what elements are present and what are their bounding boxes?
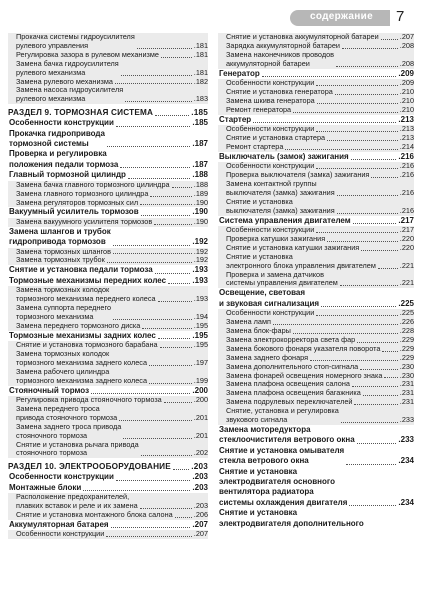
toc-entry-page: .189 [193,188,208,198]
toc-entry[interactable] [218,288,414,309]
toc-entry-page: .192 [192,237,208,247]
toc-entry[interactable] [218,407,414,425]
toc-entry-title: Замена блок-фары [226,326,291,335]
toc-entry-page: .221 [399,260,414,270]
toc-entry-title: Ремонт генератора [226,104,292,114]
dot-leader [120,167,190,168]
toc-entry-page: .216 [399,187,414,197]
toc-entry-title: Зарядка аккумуляторной батареи [226,40,340,50]
toc-entry-page: .201 [193,430,208,440]
toc-entry-title: Тормозные механизмы задних колес [9,330,156,340]
toc-entry[interactable] [8,405,208,423]
dot-leader [360,369,398,370]
dot-leader [351,159,397,160]
toc-entry-title: Снятие, установка и регулировка звукового сигнала [226,406,339,425]
dot-leader [316,85,397,86]
toc-entry-title: Замена контактной группы выключателя (замка) зажигания [226,179,335,197]
toc-entry-title: Особенности конструкции [226,308,315,318]
toc-entry-page: .234 [398,456,414,466]
dot-leader [164,402,192,403]
toc-entry-page: .233 [399,415,414,425]
toc-entry-title: Замена переднего тормозного диска [16,320,141,330]
toc-entry-title: Снятие и установка стартера [226,132,326,142]
toc-entry-page: .185 [191,108,208,118]
toc-entry-page: .216 [398,151,414,161]
toc-entry-title: Снятие и установка катушки зажигания [226,242,360,252]
toc-entry-page: .181 [193,67,208,77]
dot-leader [106,536,191,537]
dot-leader [361,250,398,251]
dot-leader [116,126,191,127]
toc-entry-title: Проверка и регулировка положения педали тормоза [9,149,119,169]
toc-entry-title: Особенности конструкции [226,124,315,134]
toc-entry-title: Особенности конструкции [16,529,105,539]
toc-left-column [8,33,208,539]
toc-entry[interactable] [8,256,208,265]
toc-entry-title: Снятие и установка электродвигателя дополнительного [219,508,364,528]
toc-entry-title: Стартер [219,114,252,124]
toc-entry-page: .193 [192,265,208,275]
toc-entry-title: Снятие и установка монтажного блока салона [16,510,173,519]
toc-entry-page: .216 [399,205,414,215]
dot-leader [384,377,397,378]
toc-entry-page: .207 [399,32,414,41]
dot-leader [154,224,192,225]
toc-entry-title: Генератор [219,68,260,78]
dot-leader [337,195,398,196]
dot-leader [175,517,192,518]
toc-entry-page: .181 [193,40,208,50]
toc-entry-page: .202 [193,448,208,458]
toc-entry[interactable] [8,199,208,208]
dot-leader [123,438,192,439]
toc-entry-page: .194 [193,311,208,321]
toc-entry[interactable] [8,60,208,78]
toc-entry[interactable] [8,33,208,51]
toc-entry[interactable] [218,425,414,446]
dot-leader [141,215,191,216]
dot-leader [353,223,397,224]
dot-leader [378,268,398,269]
toc-entry-title: Замена переднего троса привода стояночного тормоза [16,403,118,422]
toc-entry-page: .188 [192,170,208,180]
toc-entry-page: .231 [399,379,414,389]
toc-entry-page: .226 [399,317,414,327]
toc-entry[interactable] [218,180,414,198]
toc-entry-page: .230 [399,361,414,371]
toc-entry-page: .217 [399,225,414,235]
toc-entry-page: .201 [193,412,208,422]
dot-leader [316,232,397,233]
toc-entry-page: .213 [399,124,414,134]
dot-leader [142,328,191,329]
toc-entry-page: .234 [398,497,414,507]
dot-leader [357,342,398,343]
page-header [290,8,422,28]
dot-leader [91,393,190,394]
toc-entry-page: .221 [399,278,414,288]
toc-entry-page: .185 [192,118,208,128]
dot-leader [346,464,396,465]
toc-entry-title: Особенности конструкции [226,78,315,88]
toc-entry-title: Замена электрокорректора света фар [226,334,356,344]
toc-entry-page: .230 [399,370,414,380]
toc-entry-page: .229 [399,334,414,344]
dot-leader [113,253,192,254]
dot-leader [253,122,396,123]
dot-leader [128,178,190,179]
toc-entry-page: .228 [399,326,414,335]
dot-leader [111,527,191,528]
dot-leader [327,241,398,242]
toc-entry-page: .216 [399,170,414,180]
toc-entry-page: .200 [193,395,208,405]
toc-entry-page: .203 [192,482,208,492]
toc-entry-title: Замена тормозных шлангов [16,246,111,256]
toc-entry-title: Замена ламп [226,317,271,327]
toc-entry-title: Замена бокового фонаря указателя поворота [226,343,381,353]
toc-entry-title: Снятие и установка омывателя стекла ветрового окна [219,445,345,466]
toc-entry-title: Замена главного тормозного цилиндра [16,188,149,198]
toc-entry-title: Замена бачка главного тормозного цилиндра [16,179,170,189]
toc-entry-title: Замена плафона освещения салона [226,379,350,389]
toc-entry-title: Замена регуляторов тормозных сил [16,197,139,207]
toc-entry-page: .203 [193,501,208,511]
dot-leader [371,177,397,178]
dot-leader [337,213,398,214]
dot-leader [335,94,398,95]
toc-entry-title: Замена рулевого механизма [16,76,113,86]
toc-entry[interactable] [218,253,414,271]
toc-entry-title: Замена моторедуктора стеклоочистителя ветрового окна [219,424,355,445]
toc-entry-title: Снятие и установка тормозного барабана [16,340,158,350]
toc-entry-title: Особенности конструкции [226,225,315,235]
toc-entry-page: .225 [399,308,414,318]
toc-entry-page: .203 [192,472,208,482]
toc-entry-title: Вакуумный усилитель тормозов [9,207,139,217]
dot-leader [293,112,398,113]
dot-leader [161,57,192,58]
dot-leader [321,306,396,307]
toc-entry-page: .225 [398,298,414,308]
toc-entry-page: .190 [193,197,208,207]
dot-leader [113,319,192,320]
dot-leader [160,347,192,348]
toc-entry-title: Снятие и установка педали тормоза [9,265,153,275]
toc-entry-page: .214 [399,141,414,151]
toc-entry-title: Проверка и замена датчиков системы управления двигателем [226,269,338,288]
toc-entry-page: .203 [191,462,208,472]
section-title: содержание [310,11,373,22]
toc-entry-page: .183 [193,94,208,104]
toc-entry-title: Монтажные блоки [9,482,82,492]
toc-entry[interactable] [218,51,414,69]
toc-entry-title: Проверка выключателя (замка) зажигания [226,170,370,180]
toc-entry-page: .229 [399,352,414,362]
toc-entry-title: Снятие и установка рычага привода стояночного тормоза [16,439,139,458]
toc-entry-title: Особенности конструкции [9,472,114,482]
toc-entry-title: РАЗДЕЛ 10. ЭЛЕКТРООБОРУДОВАНИЕ [8,462,171,472]
toc-entry-page: .210 [399,86,414,96]
dot-leader [115,83,192,84]
toc-entry-page: .187 [192,139,208,149]
dot-leader [158,301,192,302]
dot-leader [113,245,191,246]
toc-entry[interactable] [8,265,208,275]
dot-leader [141,455,192,456]
toc-entry-page: .190 [192,207,208,217]
toc-entry[interactable] [8,322,208,331]
dot-leader [150,196,191,197]
toc-entry[interactable] [8,511,208,520]
dot-leader [285,149,397,150]
toc-entry-title: Замена подрулевых переключателей [226,397,353,407]
toc-entry[interactable] [218,143,414,152]
dot-leader [340,285,398,286]
dot-leader [158,338,191,339]
toc-entry-page: .182 [193,76,208,86]
toc-entry-title: Снятие и установка аккумуляторной батареи [226,32,379,41]
toc-entry-title: Замена насоса гидроусилителя рулевого механизма [16,85,124,104]
dot-leader [83,490,190,491]
toc-entry-title: Регулировка привода стояночного тормоза [16,395,162,405]
toc-entry-title: Расположение предохранителей, плавких вставок и реле и их замена [16,492,138,511]
toc-entry-title: Замена дополнительного стоп-сигнала [226,361,359,371]
toc-entry[interactable] [8,423,208,441]
dot-leader [168,283,190,284]
toc-entry-page: .193 [192,275,208,285]
toc-entry-title: Замена шлангов и трубок гидропривода тормозов [9,226,111,247]
dot-leader [172,187,192,188]
toc-entry[interactable] [218,446,414,467]
toc-entry-page: .210 [399,104,414,114]
toc-entry-title: Замена рабочего цилиндра тормозного механизма заднего колеса [16,366,148,385]
dot-leader [317,103,398,104]
toc-entry[interactable] [218,106,414,115]
toc-entry-page: .200 [192,385,208,395]
toc-entry-title: РАЗДЕЛ 9. ТОРМОЗНАЯ СИСТЕМА [8,108,154,118]
toc-entry-title: Аккумуляторная батарея [9,519,109,529]
toc-entry-page: .213 [398,114,414,124]
toc-entry-page: .192 [193,255,208,265]
toc-entry-title: Снятие и установка генератора [226,86,333,96]
toc-entry-page: .231 [399,397,414,407]
dot-leader [352,386,398,387]
toc-entry[interactable] [8,149,208,170]
toc-entry-title: Снятие и установка электронного блока управления двигателем [226,251,376,270]
dot-leader [125,101,192,102]
toc-entry-title: Регулировка зазора в рулевом механизме [16,49,159,59]
toc-entry[interactable] [218,198,414,216]
dot-leader [354,404,397,405]
toc-right-column [218,33,414,529]
toc-entry-title: Главный тормозной цилиндр [9,170,126,180]
toc-entry-page: .220 [399,233,414,243]
dot-leader [341,422,398,423]
toc-entry-title: Замена суппорта переднего тормозного механизма [16,302,112,321]
toc-entry-page: .197 [193,357,208,367]
toc-entry[interactable] [218,508,414,529]
toc-entry-page: .209 [398,68,414,78]
toc-entry-page: .213 [399,132,414,142]
toc-entry[interactable] [8,286,208,304]
dot-leader [155,115,189,116]
toc-entry-page: .188 [193,179,208,189]
toc-entry-title: Замена бачка гидроусилителя рулевого механизма [16,58,119,77]
toc-entry[interactable] [8,129,208,150]
dot-leader [273,324,398,325]
toc-entry-title: Замена наконечников проводов аккумуляторной батареи [226,49,335,68]
toc-entry-title: Снятие и установка выключателя (замка) зажигания [226,196,335,215]
toc-entry-title: Освещение, световая и звуковая сигнализация [219,288,320,308]
dot-leader [310,360,398,361]
toc-entry[interactable] [8,368,208,386]
toc-entry-page: .195 [193,320,208,330]
toc-entry[interactable] [8,441,208,459]
dot-leader [316,168,397,169]
toc-entry[interactable] [8,218,208,227]
dot-leader [137,48,192,49]
dot-leader [363,395,398,396]
toc-entry[interactable] [8,118,208,128]
toc-entry-title: Тормозные механизмы передних колес [9,275,167,285]
toc-entry-title: Замена тормозных трубок [16,255,105,265]
toc-entry-title: Замена плафона освещения багажника [226,388,361,398]
toc-entry-title: Система управления двигателем [219,215,351,225]
dot-leader [316,131,397,132]
toc-entry[interactable] [8,530,208,539]
toc-entry-page: .195 [193,340,208,350]
toc-entry-title: Прокачка гидропривода тормозной системы [9,128,105,149]
toc-entry-page: .210 [399,95,414,105]
toc-entry-page: .207 [193,529,208,539]
toc-entry[interactable] [218,467,414,509]
dot-leader [149,383,192,384]
toc-entry-title: Ремонт стартера [226,141,284,151]
dot-leader [107,146,190,147]
toc-entry-page: .233 [398,435,414,445]
dot-leader [381,39,398,40]
toc-entry-page: .199 [193,375,208,385]
toc-entry-page: .229 [399,343,414,353]
toc-entry-title: Особенности конструкции [226,161,315,171]
dot-leader [155,273,191,274]
dot-leader [262,76,397,77]
dot-leader [107,262,192,263]
toc-entry-page: .193 [193,294,208,304]
toc-entry-title: Выключатель (замок) зажигания [219,151,349,161]
toc-entry-title: Особенности конструкции [9,118,114,128]
dot-leader [140,204,192,205]
dot-leader [382,351,397,352]
toc-entry-page: .181 [193,49,208,59]
toc-entry-page: .231 [399,388,414,398]
toc-entry[interactable] [8,472,208,482]
dot-leader [121,75,192,76]
toc-entry[interactable] [8,86,208,104]
dot-leader [173,469,189,470]
toc-entry-page: .220 [399,242,414,252]
dot-leader [293,333,398,334]
toc-entry-page: .208 [399,58,414,68]
toc-entry[interactable] [218,271,414,289]
toc-entry-title: Прокачка системы гидроусилителя рулевого управления [16,32,135,50]
dot-leader [119,420,192,421]
toc-entry-page: .195 [192,330,208,340]
toc-entry-title: Замена фонарей освещения номерного знака [226,370,383,380]
toc-entry-title: Замена заднего троса привода стояночного тормоза [16,421,122,440]
toc-entry-title: Замена шкива генератора [226,95,315,105]
toc-entry-page: .187 [192,159,208,169]
dot-leader [342,48,398,49]
toc-entry[interactable] [8,493,208,511]
dot-leader [357,443,397,444]
toc-entry-title: Замена заднего фонаря [226,352,309,362]
toc-entry[interactable] [8,350,208,368]
toc-entry-page: .190 [193,216,208,226]
toc-entry-page: .216 [399,161,414,171]
dot-leader [140,508,192,509]
toc-entry[interactable] [8,227,208,248]
toc-entry-title: Замена тормозных колодок тормозного механизма переднего колеса [16,285,156,304]
toc-entry-title: Снятие и установка электродвигателя основного вентилятора радиатора системы охлаждения двигателя [219,466,348,507]
toc-section-heading[interactable] [8,107,208,118]
dot-leader [316,315,397,316]
dot-leader [336,66,398,67]
toc-entry-title: Проверка катушки зажигания [226,233,326,243]
toc-entry-title: Стояночный тормоз [9,385,90,395]
dot-leader [149,365,192,366]
toc-entry-page: .217 [398,215,414,225]
dot-leader [116,480,191,481]
toc-entry-title: Замена тормозных колодок тормозного механизма заднего колеса [16,349,148,367]
toc-section-heading[interactable] [8,461,208,472]
toc-entry-page: .192 [193,246,208,256]
dot-leader [349,505,396,506]
toc-entry-page: .206 [193,510,208,519]
toc-entry-title: Замена вакуумного усилителя тормозов [16,216,153,226]
toc-entry-page: .208 [399,40,414,50]
toc-entry[interactable] [8,304,208,322]
dot-leader [327,140,398,141]
toc-entry-page: .209 [399,78,414,88]
toc-entry-page: .207 [192,519,208,529]
page-number: 7 [396,8,405,25]
